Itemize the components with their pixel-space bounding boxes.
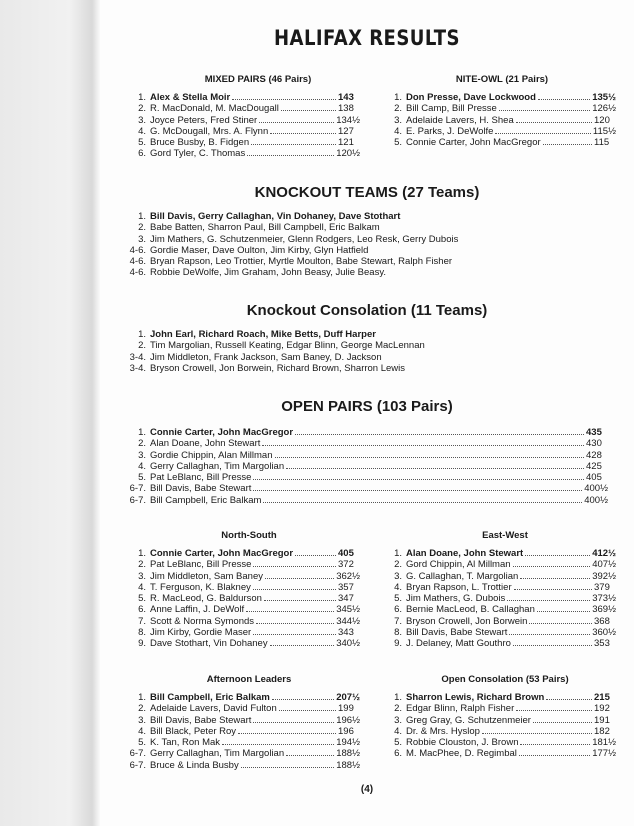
nite-owl-heading: NITE-OWL (21 Pairs) [455, 74, 549, 85]
result-names: J. Delaney, Matt Gouthro [406, 638, 511, 650]
result-row [128, 715, 360, 726]
result-rank: 4. [138, 581, 146, 593]
open-pairs-list [128, 427, 608, 506]
result-row [128, 616, 360, 627]
result-row [384, 92, 616, 103]
result-row [128, 593, 360, 604]
result-row [384, 703, 616, 714]
dot-leader [507, 600, 590, 601]
dot-leader [482, 733, 592, 734]
result-names: Bryan Rapson, L. Trottier [406, 581, 512, 593]
result-rank: 3. [138, 714, 146, 726]
result-row [128, 352, 608, 363]
result-rank: 1. [138, 329, 146, 340]
result-rank: 7. [394, 615, 402, 627]
result-score: 345½ [336, 604, 360, 616]
result-score: 215 [594, 692, 610, 703]
result-rank: 1. [138, 211, 146, 222]
result-names: Connie Carter, John MacGregor [150, 548, 294, 559]
result-names: G. Callaghan, T. Margolian [406, 570, 519, 582]
result-row [384, 715, 616, 726]
result-names: Alex & Stella Moir [150, 92, 231, 103]
result-row [384, 559, 616, 570]
result-row [128, 726, 360, 737]
result-rank: 5. [138, 472, 146, 484]
mixed-pairs-heading: MIXED PAIRS (46 Pairs) [204, 74, 312, 85]
result-rank: 1. [138, 427, 146, 438]
dot-leader [253, 722, 334, 723]
result-row [128, 495, 608, 506]
dot-leader [286, 468, 584, 469]
result-score: 120 [594, 114, 610, 126]
result-rank: 4-6. [129, 267, 146, 279]
result-score: 360½ [592, 627, 616, 639]
result-rank: 3. [138, 114, 146, 126]
result-names: E. Parks, J. DeWolfe [406, 125, 494, 137]
result-score: 340½ [336, 638, 360, 650]
result-row [384, 103, 616, 114]
result-names: Bryson Crowell, Jon Borwein [406, 615, 528, 627]
result-names: Bill Campbell, Eric Balkam [150, 494, 262, 506]
result-names: Babe Batten, Sharron Paul, Bill Campbell, Eric Balkam [150, 222, 380, 234]
result-rank: 4. [394, 581, 402, 593]
dot-leader [525, 555, 590, 556]
dot-leader [533, 722, 592, 723]
dot-leader [253, 490, 582, 491]
result-score: 120½ [336, 148, 360, 160]
result-row [384, 638, 616, 649]
result-names: Joyce Peters, Fred Stiner [150, 114, 258, 126]
result-score: 379 [594, 581, 610, 593]
nite-owl-list [384, 92, 616, 148]
result-score: 135½ [592, 92, 616, 103]
result-names: Gerry Callaghan, Tim Margolian [150, 460, 285, 472]
dot-leader [270, 133, 336, 134]
result-names: Jim Mathers, G. Schutzenmeier, Glenn Rodgers, Leo Resk, Gerry Dubois [150, 233, 459, 245]
result-names: Adelaide Lavers, David Fulton [150, 703, 277, 715]
result-rank: 3. [394, 570, 402, 582]
result-row [384, 582, 616, 593]
result-rank: 4. [138, 725, 146, 737]
result-names: Bill Black, Peter Roy [150, 725, 237, 737]
dot-leader [272, 699, 334, 700]
result-score: 138 [338, 103, 354, 115]
result-rank: 1. [394, 548, 402, 559]
dot-leader [253, 566, 336, 567]
result-row [384, 115, 616, 126]
dot-leader [246, 611, 334, 612]
result-rank: 6. [138, 148, 146, 160]
dot-leader [279, 710, 336, 711]
result-names: Bill Camp, Bill Presse [406, 103, 497, 115]
result-names: Gordie Maser, Dave Oulton, Jim Kirby, Glyn Hatfield [150, 244, 369, 256]
result-score: 192 [594, 703, 610, 715]
result-rank: 3. [138, 233, 146, 245]
result-row [128, 604, 360, 615]
knockout-consolation-heading: Knockout Consolation (11 Teams) [246, 302, 488, 319]
result-names: Pat LeBlanc, Bill Presse [150, 559, 252, 571]
result-names: Bryan Rapson, Leo Trottier, Myrtle Moulton, Babe Stewart, Ralph Fisher [150, 256, 453, 268]
result-score: 425 [586, 460, 602, 472]
result-rank: 1. [138, 692, 146, 703]
result-rank: 6. [394, 748, 402, 760]
result-score: 199 [338, 703, 354, 715]
result-rank: 2. [138, 222, 146, 234]
open-consolation-list [384, 692, 616, 760]
result-rank: 2. [138, 103, 146, 115]
result-row [128, 92, 360, 103]
result-rank: 5. [394, 737, 402, 749]
result-score: 412½ [592, 548, 616, 559]
result-row [128, 363, 608, 374]
result-row [128, 115, 360, 126]
dot-leader [514, 589, 592, 590]
result-names: Tim Margolian, Russell Keating, Edgar Blinn, George MacLennan [150, 340, 425, 352]
result-rank: 7. [138, 615, 146, 627]
result-score: 188½ [336, 748, 360, 760]
result-row [128, 137, 360, 148]
result-row [128, 472, 608, 483]
dot-leader [520, 744, 590, 745]
result-score: 181½ [592, 737, 616, 749]
result-score: 369½ [592, 604, 616, 616]
dot-leader [256, 623, 334, 624]
result-score: 362½ [336, 570, 360, 582]
result-row [128, 256, 608, 267]
result-rank: 6-7. [129, 759, 146, 771]
dot-leader [253, 589, 336, 590]
result-names: Bill Davis, Babe Stewart [406, 627, 508, 639]
result-names: R. MacDonald, M. MacDougall [150, 103, 279, 115]
dot-leader [232, 99, 336, 100]
result-score: 134½ [336, 114, 360, 126]
result-row [384, 571, 616, 582]
result-row [384, 604, 616, 615]
dot-leader [264, 600, 336, 601]
result-score: 121 [338, 137, 354, 149]
result-names: Gordie Chippin, Alan Millman [150, 449, 273, 461]
result-score: 353 [594, 638, 610, 650]
result-rank: 2. [394, 559, 402, 571]
dot-leader [295, 434, 584, 435]
dot-leader [516, 122, 592, 123]
result-names: Gord Chippin, Al Millman [406, 559, 511, 571]
result-rank: 6. [394, 604, 402, 616]
result-row [128, 748, 360, 759]
result-rank: 4-6. [129, 244, 146, 256]
dot-leader [275, 457, 584, 458]
result-names: Scott & Norma Symonds [150, 615, 255, 627]
dot-leader [546, 699, 592, 700]
result-row [128, 627, 360, 638]
result-rank: 5. [138, 137, 146, 149]
result-score: 407½ [592, 559, 616, 571]
result-row [128, 571, 360, 582]
north-south-heading: North-South [221, 530, 277, 541]
result-names: Robbie Clouston, J. Brown [406, 737, 519, 749]
afternoon-leaders-heading: Afternoon Leaders [206, 674, 292, 685]
dot-leader [513, 645, 592, 646]
result-row [128, 760, 360, 771]
result-rank: 9. [394, 638, 402, 650]
result-names: Connie Carter, John MacGregor [406, 137, 541, 149]
result-row [128, 703, 360, 714]
result-row [128, 148, 360, 159]
dot-leader [263, 502, 582, 503]
result-rank: 3-4. [129, 362, 146, 374]
result-row [128, 438, 608, 449]
result-row [384, 616, 616, 627]
result-rank: 1. [394, 92, 402, 103]
result-score: 177½ [592, 748, 616, 760]
dot-leader [286, 755, 334, 756]
result-rank: 3-4. [129, 351, 146, 363]
result-row [128, 340, 608, 351]
result-score: 115½ [592, 125, 616, 137]
page-number: (4) [360, 784, 374, 795]
result-score: 207½ [336, 692, 360, 703]
result-score: 194½ [336, 737, 360, 749]
result-names: T. Ferguson, K. Blakney [150, 581, 251, 593]
afternoon-leaders-list [128, 692, 360, 771]
dot-leader [259, 122, 334, 123]
result-row [384, 692, 616, 703]
result-row [128, 461, 608, 472]
result-row [384, 737, 616, 748]
result-row [128, 126, 360, 137]
dot-leader [513, 566, 591, 567]
result-rank: 5. [138, 593, 146, 605]
result-rank: 2. [138, 438, 146, 450]
result-names: Sharron Lewis, Richard Brown [406, 692, 545, 703]
result-names: Alan Doane, John Stewart [406, 548, 524, 559]
result-row [128, 737, 360, 748]
result-row [128, 450, 608, 461]
dot-leader [538, 99, 590, 100]
result-rank: 6-7. [129, 748, 146, 760]
result-names: Adelaide Lavers, H. Shea [406, 114, 514, 126]
result-row [384, 748, 616, 759]
result-score: 400½ [584, 494, 608, 506]
result-names: Dave Stothart, Vin Dohaney [150, 638, 268, 650]
result-row [128, 245, 608, 256]
result-rank: 5. [394, 137, 402, 149]
result-row [128, 548, 360, 559]
result-score: 191 [594, 714, 610, 726]
dot-leader [509, 634, 590, 635]
result-names: Bernie MacLeod, B. Callaghan [406, 604, 535, 616]
result-score: 143 [338, 92, 354, 103]
result-names: Bryson Crowell, Jon Borwein, Richard Brown, Sharron Lewis [150, 362, 406, 374]
result-rank: 3. [138, 570, 146, 582]
result-score: 126½ [592, 103, 616, 115]
result-score: 392½ [592, 570, 616, 582]
result-rank: 2. [138, 703, 146, 715]
result-rank: 6. [138, 604, 146, 616]
result-names: G. McDougall, Mrs. A. Flynn [150, 125, 269, 137]
dot-leader [241, 767, 334, 768]
result-rank: 2. [394, 703, 402, 715]
result-row [384, 726, 616, 737]
result-rank: 1. [394, 692, 402, 703]
result-row [384, 126, 616, 137]
result-row [128, 267, 608, 278]
open-pairs-heading: OPEN PAIRS (103 Pairs) [281, 398, 453, 415]
result-score: 372 [338, 559, 354, 571]
result-rank: 3. [394, 114, 402, 126]
dot-leader [543, 144, 592, 145]
result-score: 357 [338, 581, 354, 593]
result-rank: 6-7. [129, 483, 146, 495]
result-score: 368 [594, 615, 610, 627]
result-score: 196 [338, 725, 354, 737]
result-row [128, 559, 360, 570]
result-score: 344½ [336, 615, 360, 627]
dot-leader [253, 479, 584, 480]
result-row [384, 627, 616, 638]
result-names: Robbie DeWolfe, Jim Graham, John Beasy, Julie Beasy. [150, 267, 387, 279]
north-south-list [128, 548, 360, 650]
result-names: Don Presse, Dave Lockwood [406, 92, 536, 103]
result-names: Bill Davis, Gerry Callaghan, Vin Dohaney, Dave Stothart [150, 211, 401, 222]
result-row [128, 638, 360, 649]
result-score: 400½ [584, 483, 608, 495]
result-score: 115 [594, 137, 610, 149]
result-rank: 2. [394, 103, 402, 115]
result-rank: 4. [138, 125, 146, 137]
dot-leader [529, 623, 592, 624]
dot-leader [537, 611, 590, 612]
result-names: Bill Davis, Babe Stewart [150, 483, 252, 495]
result-rank: 1. [138, 92, 146, 103]
dot-leader [516, 710, 592, 711]
result-rank: 5. [138, 737, 146, 749]
result-rank: 8. [138, 627, 146, 639]
result-rank: 5. [394, 593, 402, 605]
result-names: John Earl, Richard Roach, Mike Betts, Duff Harper [150, 329, 376, 340]
result-score: 430 [586, 438, 602, 450]
result-rank: 9. [138, 638, 146, 650]
result-rank: 4-6. [129, 256, 146, 268]
result-score: 347 [338, 593, 354, 605]
result-row [384, 548, 616, 559]
result-row [128, 103, 360, 114]
result-rank: 1. [138, 548, 146, 559]
result-names: Jim Mathers, G. Dubois [406, 593, 506, 605]
result-rank: 3. [138, 449, 146, 461]
east-west-list [384, 548, 616, 650]
result-names: Bill Campbell, Eric Balkam [150, 692, 270, 703]
dot-leader [222, 744, 334, 745]
dot-leader [499, 110, 590, 111]
result-score: 405 [586, 472, 602, 484]
result-rank: 8. [394, 627, 402, 639]
result-row [128, 427, 608, 438]
dot-leader [247, 155, 334, 156]
result-names: Edgar Blinn, Ralph Fisher [406, 703, 515, 715]
result-score: 343 [338, 627, 354, 639]
result-names: M. MacPhee, D. Regimbal [406, 748, 517, 760]
page-gutter [0, 0, 100, 826]
dot-leader [495, 133, 590, 134]
result-names: Dr. & Mrs. Hyslop [406, 725, 480, 737]
result-row [128, 211, 608, 222]
result-rank: 2. [138, 559, 146, 571]
result-names: Alan Doane, John Stewart [150, 438, 261, 450]
result-names: Gerry Callaghan, Tim Margolian [150, 748, 285, 760]
result-names: Pat LeBlanc, Bill Presse [150, 472, 252, 484]
result-names: R. MacLeod, G. Baldurson [150, 593, 262, 605]
result-rank: 2. [138, 340, 146, 352]
result-score: 196½ [336, 714, 360, 726]
result-score: 182 [594, 725, 610, 737]
dot-leader [238, 733, 336, 734]
knockout-teams-heading: KNOCKOUT TEAMS (27 Teams) [254, 184, 480, 201]
dot-leader [262, 445, 584, 446]
result-score: 188½ [336, 759, 360, 771]
dot-leader [270, 645, 335, 646]
result-row [128, 329, 608, 340]
result-names: Bruce & Linda Busby [150, 759, 239, 771]
result-names: Gord Tyler, C. Thomas [150, 148, 246, 160]
result-rank: 4. [394, 725, 402, 737]
open-consolation-heading: Open Consolation (53 Pairs) [441, 674, 569, 685]
dot-leader [251, 144, 336, 145]
result-names: Jim Middleton, Sam Baney [150, 570, 263, 582]
result-score: 405 [338, 548, 354, 559]
result-row [384, 137, 616, 148]
result-rank: 6-7. [129, 494, 146, 506]
dot-leader [253, 634, 336, 635]
result-names: Bill Davis, Babe Stewart [150, 714, 252, 726]
dot-leader [520, 578, 590, 579]
result-names: Jim Kirby, Gordie Maser [150, 627, 252, 639]
result-row [128, 222, 608, 233]
result-rank: 4. [394, 125, 402, 137]
result-names: Greg Gray, G. Schutzenmeier [406, 714, 531, 726]
result-names: Bruce Busby, B. Fidgen [150, 137, 250, 149]
result-names: K. Tan, Ron Mak [150, 737, 221, 749]
dot-leader [519, 755, 590, 756]
result-score: 127 [338, 125, 354, 137]
result-names: Connie Carter, John MacGregor [150, 427, 294, 438]
result-row [384, 593, 616, 604]
mixed-pairs-list [128, 92, 360, 160]
result-names: Anne Laffin, J. DeWolf [150, 604, 245, 616]
result-row [128, 582, 360, 593]
result-row [128, 692, 360, 703]
dot-leader [281, 110, 336, 111]
result-row [128, 234, 608, 245]
dot-leader [295, 555, 336, 556]
result-row [128, 483, 608, 494]
result-score: 373½ [592, 593, 616, 605]
knockout-consolation-list [128, 329, 608, 374]
result-names: Jim Middleton, Frank Jackson, Sam Baney, D. Jackson [150, 351, 382, 363]
dot-leader [265, 578, 334, 579]
page-title: HALIFAX RESULTS [273, 26, 460, 50]
result-score: 435 [586, 427, 602, 438]
knockout-teams-list [128, 211, 608, 279]
result-rank: 4. [138, 460, 146, 472]
east-west-heading: East-West [482, 530, 528, 541]
result-score: 428 [586, 449, 602, 461]
result-rank: 3. [394, 714, 402, 726]
